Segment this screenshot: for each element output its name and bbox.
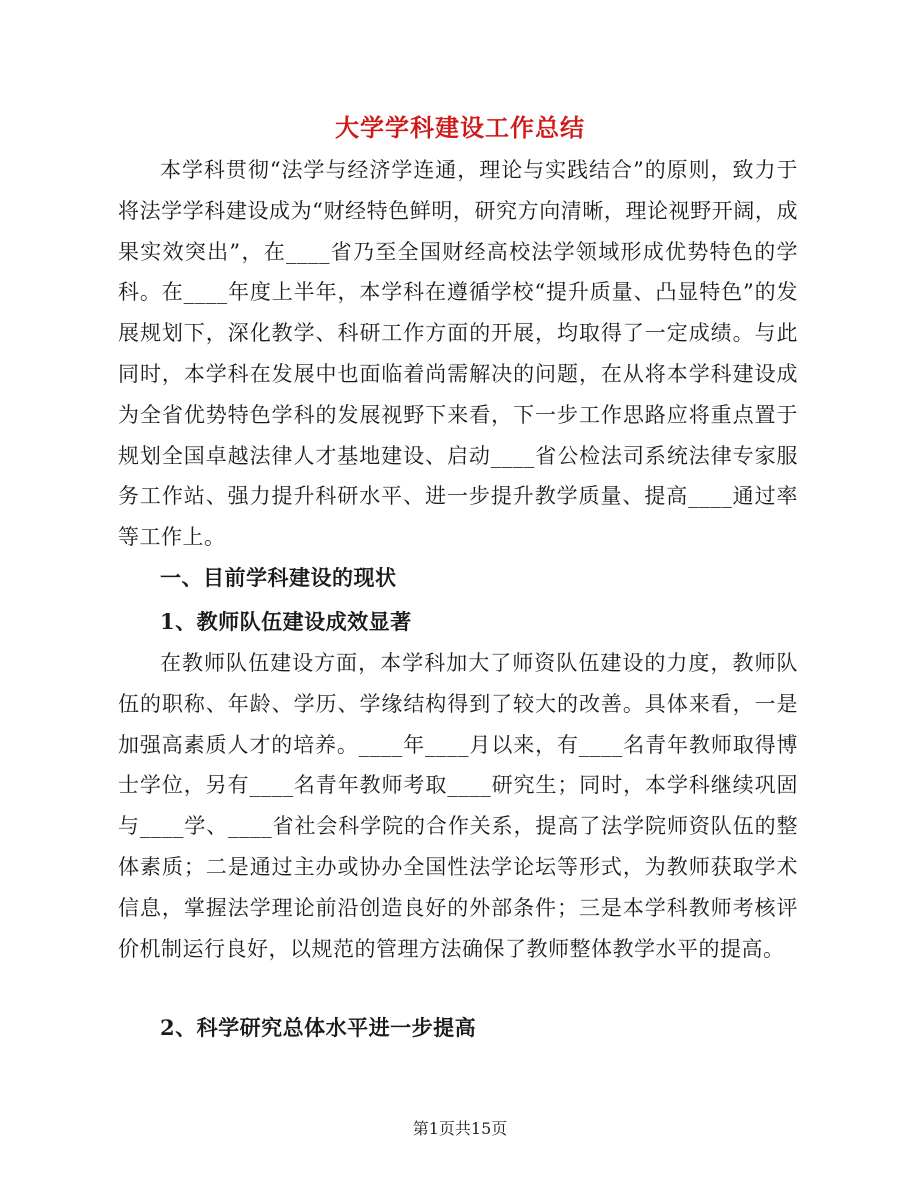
document-title: 大学学科建设工作总结 xyxy=(335,113,585,142)
subsection-heading-faculty: 1、教师队伍建设成效显著 xyxy=(160,609,412,634)
page-number: 第1页共15页 xyxy=(412,1119,508,1138)
faculty-paragraph: 在教师队伍建设方面，本学科加大了师资队伍建设的力度，教师队伍的职称、年龄、学历、学缘结构得到了较大的改善。具体来看，一是加强高素质人才的培养。____年____月以来，有____名青年教师取得博士学位，另有____名青年教师考取____研究生；同时，本学科继续巩固与____学、____省社会科学院的合作关系，提高了法学院师资队伍的整体素质；二是通过主办或协办全国性法学论坛等形式，为教师获取学术信息，掌握法学理论前沿创造良好的外部条件；三是本学科教师考核评价机制运行良好，以规范的管理方法确保了教师整体教学水平的提高。 xyxy=(118,651,798,961)
intro-paragraph: 本学科贯彻“法学与经济学连通，理论与实践结合”的原则，致力于将法学学科建设成为“财经特色鲜明，研究方向清晰，理论视野开阔，成果实效突出”，在____省乃至全国财经高校法学领域形成优势特色的学科。在____年度上半年，本学科在遵循学校“提升质量、凸显特色”的发展规划下，深化教学、科研工作方面的开展，均取得了一定成绩。与此同时，本学科在发展中也面临着尚需解决的问题，在从将本学科建设成为全省优势特色学科的发展视野下来看，下一步工作思路应将重点置于规划全国卓越法律人才基地建设、启动____省公检法司系统法律专家服务工作站、强力提升科研水平、进一步提升教学质量、提高____通过率等工作上。 xyxy=(118,158,798,550)
subsection-heading-research: 2、科学研究总体水平进一步提高 xyxy=(160,1015,477,1040)
section-heading-current-status: 一、目前学科建设的现状 xyxy=(160,565,397,590)
